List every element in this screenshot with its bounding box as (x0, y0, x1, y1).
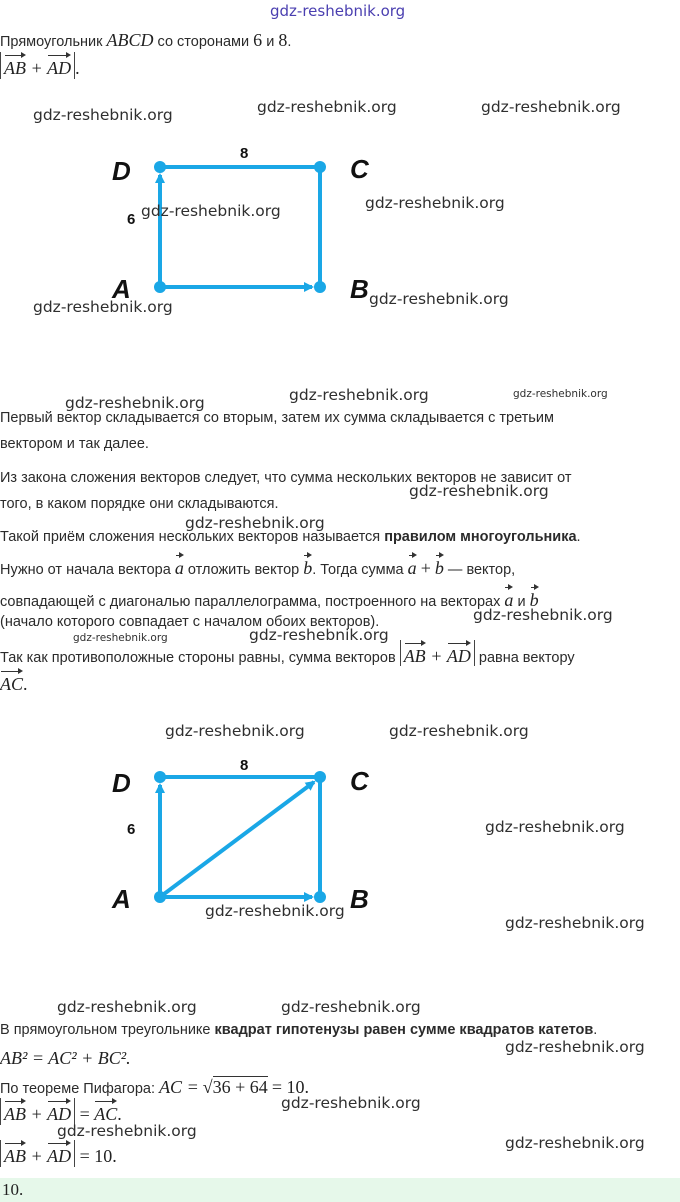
solution-s3 (0, 1077, 309, 1099)
point-b (314, 281, 326, 293)
p8-dot: . (23, 674, 28, 694)
left-side-label-2: 6 (127, 821, 136, 838)
diagram-rectangle-2 (100, 750, 380, 920)
s4-plus: + (30, 1104, 43, 1124)
problem-line-1 (0, 30, 291, 52)
p5-and: и (517, 594, 526, 610)
watermark: gdz-reshebnik.org (257, 98, 397, 116)
s5-rhs: = 10. (79, 1146, 117, 1166)
pythagoras-rule: квадрат гипотенузы равен сумме квадратов катетов (214, 1022, 594, 1038)
vector-ac: AC (0, 668, 23, 695)
theory-p7 (0, 640, 575, 668)
p4-a: Нужно от начала вектора (0, 562, 171, 578)
s5-vector-ad: AD (47, 1140, 71, 1167)
vector-ac-arrow (160, 782, 314, 897)
label-b: B (350, 274, 369, 304)
watermark: gdz-reshebnik.org (33, 298, 173, 316)
watermark: gdz-reshebnik.org (249, 626, 389, 644)
watermark: gdz-reshebnik.org (281, 998, 421, 1016)
sum-vector-b: b (435, 552, 444, 578)
left-side-label: 6 (127, 211, 136, 228)
watermark: gdz-reshebnik.org (485, 818, 625, 836)
watermark: gdz-reshebnik.org (505, 1134, 645, 1152)
watermark: gdz-reshebnik.org (505, 914, 645, 932)
s5-vector-ab: AB (4, 1140, 26, 1167)
header-watermark: gdz-reshebnik.org (270, 2, 406, 20)
s4-vector-ad: AD (47, 1098, 71, 1125)
theory-p2-line1: Из закона сложения векторов следует, что сумма нескольких векторов не зависит от (0, 470, 572, 486)
theory-p2-line2: того, в каком порядке они складываются. (0, 496, 279, 512)
label-c-2: C (350, 766, 369, 796)
s4-vector-ab: AB (4, 1098, 26, 1125)
problem-middle: со сторонами (157, 34, 250, 50)
watermark: gdz-reshebnik.org (281, 1094, 421, 1112)
p4-c: . Тогда сумма (312, 562, 404, 578)
solution-s1 (0, 1020, 597, 1040)
vector-ad: AD (47, 52, 71, 79)
point-c (314, 161, 326, 173)
line1-dot: . (287, 34, 292, 50)
plus-sign: + (30, 58, 43, 78)
watermark: gdz-reshebnik.org (57, 998, 197, 1016)
theory-p1-line2: вектором и так далее. (0, 436, 149, 452)
side-2: 8 (278, 30, 288, 50)
point-a (154, 281, 166, 293)
watermark: gdz-reshebnik.org (33, 106, 173, 124)
theory-p6: (начало которого совпадает с началом обоих векторов). (0, 614, 380, 630)
watermark: gdz-reshebnik.org (205, 902, 345, 920)
theory-p4 (0, 552, 515, 580)
watermark: gdz-reshebnik.org (473, 606, 613, 624)
top-side-label-2: 8 (240, 757, 249, 774)
problem-expression (0, 52, 80, 79)
vector-a: a (175, 552, 184, 578)
expr-dot: . (75, 58, 80, 78)
s1-suffix: . (593, 1022, 598, 1038)
s5-plus: + (30, 1146, 43, 1166)
vector-b: b (303, 552, 312, 578)
polygon-rule: правилом многоугольника (384, 529, 577, 545)
p3-suffix: . (576, 529, 581, 545)
s3-lhs: AC = (159, 1077, 199, 1097)
solution-s4 (0, 1098, 122, 1125)
solution-s5 (0, 1140, 117, 1167)
p7-a: Так как противоположные стороны равны, сумма векторов (0, 650, 396, 666)
p3-prefix: Такой приём сложения нескольких векторов называется (0, 529, 381, 545)
p7-b: равна вектору (478, 650, 575, 666)
p7-vector-ad: AD (447, 640, 471, 666)
s3-radicand: 36 + 64 (212, 1077, 268, 1097)
label-a: A (112, 274, 131, 304)
top-side-label: 8 (240, 145, 249, 162)
label-d: D (112, 156, 131, 186)
p7-vector-ab: AB (404, 640, 426, 666)
rectangle-name: ABCD (106, 30, 154, 50)
diagram-rectangle-1 (100, 140, 380, 310)
p4-b: отложить вектор (187, 562, 300, 578)
sum-plus: + (420, 558, 431, 578)
theory-p5 (0, 584, 539, 612)
solution-s2: AB² = AC² + BC². (0, 1048, 131, 1068)
p4-d: — вектор, (447, 562, 516, 578)
vector-ab: AB (4, 52, 26, 79)
sum-vector-a: a (408, 552, 417, 578)
watermark: gdz-reshebnik.org (65, 394, 205, 412)
watermark: gdz-reshebnik.org (513, 388, 608, 400)
watermark: gdz-reshebnik.org (369, 290, 509, 308)
side-1: 6 (253, 30, 263, 50)
theory-p8 (0, 668, 28, 695)
label-b-2: B (350, 884, 369, 914)
watermark: gdz-reshebnik.org (481, 98, 621, 116)
point-c-2 (314, 771, 326, 783)
watermark: gdz-reshebnik.org (73, 632, 168, 644)
s4-eq: = (79, 1104, 90, 1124)
label-c: C (350, 154, 369, 184)
theory-p1-line1: Первый вектор складывается со вторым, затем их сумма складывается с третьим (0, 410, 554, 426)
watermark: gdz-reshebnik.org (289, 386, 429, 404)
answer-value: 10. (2, 1180, 24, 1199)
watermark: gdz-reshebnik.org (141, 202, 281, 220)
point-a-2 (154, 891, 166, 903)
point-d (154, 161, 166, 173)
watermark: gdz-reshebnik.org (365, 194, 505, 212)
s3-prefix: По теореме Пифагора: (0, 1081, 156, 1097)
answer-band (0, 1178, 680, 1202)
watermark: gdz-reshebnik.org (57, 1122, 197, 1140)
watermark: gdz-reshebnik.org (389, 722, 529, 740)
point-d-2 (154, 771, 166, 783)
p5-vector-a: a (504, 584, 513, 610)
sqrt-sign: √36 + 64 (202, 1077, 268, 1097)
watermark: gdz-reshebnik.org (185, 514, 325, 532)
p5-vector-b: b (530, 584, 539, 610)
s3-rhs: = 10. (271, 1077, 309, 1097)
label-a-2: A (112, 884, 131, 914)
p5-a: совпадающей с диагональю параллелограмма, построенного на векторах (0, 594, 501, 610)
s1-prefix: В прямоугольном треугольнике (0, 1022, 211, 1038)
problem-prefix: Прямоугольник (0, 34, 103, 50)
watermark: gdz-reshebnik.org (505, 1038, 645, 1056)
s4-dot: . (117, 1104, 122, 1124)
p7-plus: + (430, 646, 443, 666)
watermark: gdz-reshebnik.org (409, 482, 549, 500)
watermark: gdz-reshebnik.org (165, 722, 305, 740)
and-word: и (266, 34, 275, 50)
s4-vector-ac: AC (94, 1098, 117, 1125)
label-d-2: D (112, 768, 131, 798)
